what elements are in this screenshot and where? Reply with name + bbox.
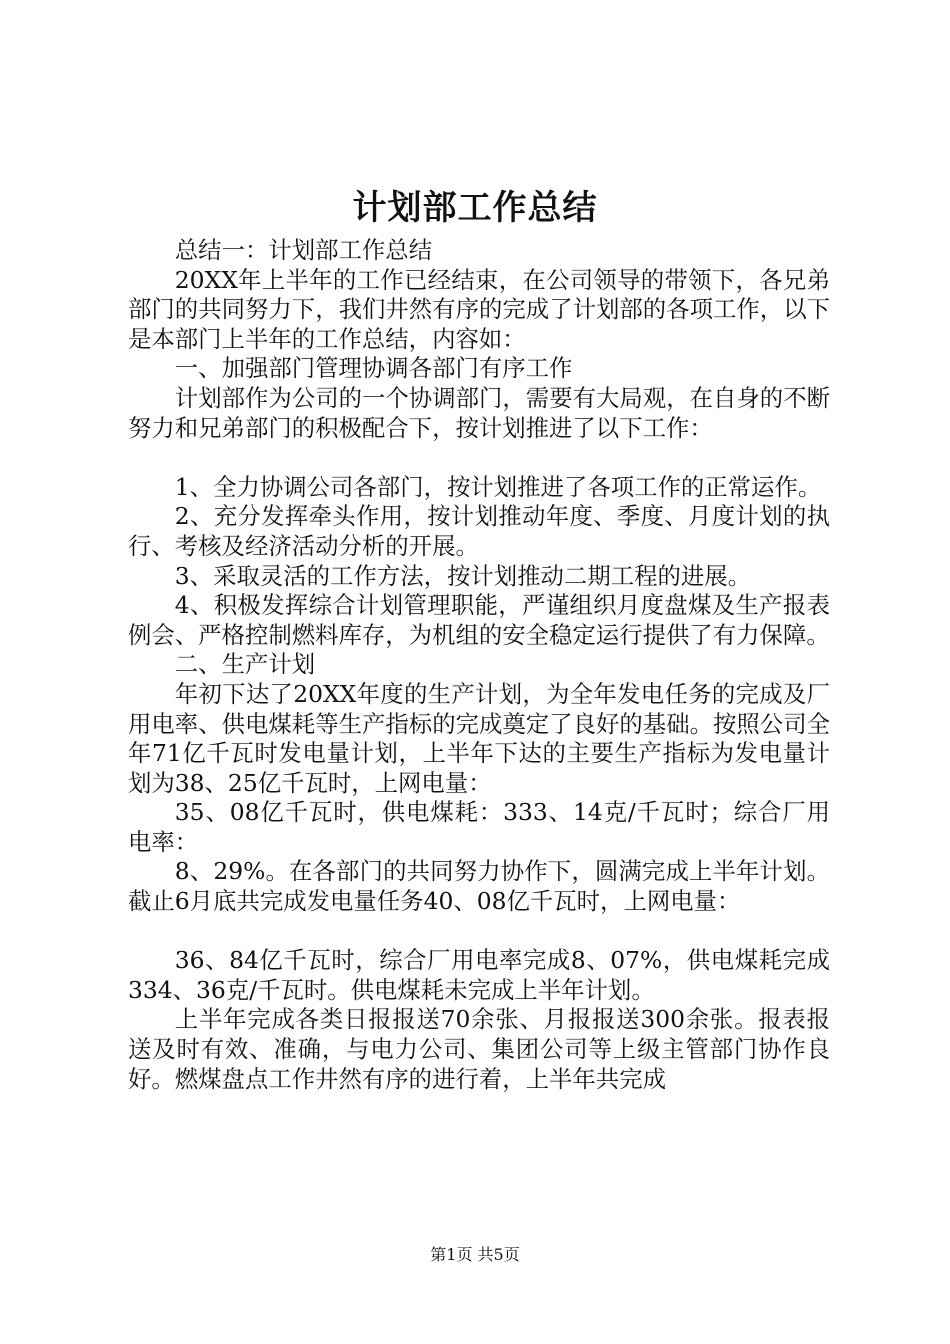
- document-body: [128, 236, 830, 1094]
- document-title: 计划部工作总结: [352, 188, 598, 228]
- paragraph-intro: 20XX年上半年的工作已经结束，在公司领导的带领下，各兄弟部门的共同努力下，我们井然有序的完成了计划部的各项工作，以下是本部门上半年的工作总结，内容如：: [128, 265, 830, 353]
- page-footer: 第1页 共5页: [430, 1245, 520, 1264]
- paragraph-production-figures-3: 36、84亿千瓦时，综合厂用电率完成8、07%，供电煤耗完成334、36克/千瓦时。供电煤耗未完成上半年计划。: [128, 946, 830, 1004]
- paragraph-production-figures-2: 8、29%。在各部门的共同努力协作下，圆满完成上半年计划。截止6月底共完成发电量任务40、08亿千瓦时，上网电量：: [128, 857, 830, 916]
- paragraph-section-1-intro: 计划部作为公司的一个协调部门，需要有大局观，在自身的不断努力和兄弟部门的积极配合下，按计划推进了以下工作：: [128, 383, 830, 442]
- paragraph-summary-heading: 总结一：计划部工作总结: [174, 236, 433, 264]
- list-item-2: 2、充分发挥牵头作用，按计划推动年度、季度、月度计划的执行、考核及经济活动分析的开展。: [128, 502, 830, 560]
- section-heading-2: 二、生产计划: [174, 650, 316, 679]
- list-item-1: 1、全力协调公司各部门，按计划推进了各项工作的正常运作。: [174, 472, 822, 501]
- paragraph-production-plan: 年初下达了20XX年度的生产计划，为全年发电任务的完成及厂用电率、供电煤耗等生产指标的完成奠定了良好的基础。按照公司全年71亿千瓦时发电量计划，上半年下达的主要生产指标为发电量计划为38、25亿千瓦时，上网电量：: [128, 679, 830, 797]
- paragraph-reports: 上半年完成各类日报报送70余张、月报报送300余张。报表报送及时有效、准确，与电力公司、集团公司等上级主管部门协作良好。燃煤盘点工作井然有序的进行着，上半年共完成: [128, 1005, 830, 1093]
- list-item-4: 4、积极发挥综合计划管理职能，严谨组织月度盘煤及生产报表例会、严格控制燃料库存，为机组的安全稳定运行提供了有力保障。: [128, 591, 830, 649]
- paragraph-production-figures-1: 35、08亿千瓦时，供电煤耗：333、14克/千瓦时；综合厂用电率：: [128, 798, 830, 856]
- list-item-3: 3、采取灵活的工作方法，按计划推动二期工程的进展。: [174, 561, 752, 590]
- section-heading-1: 一、加强部门管理协调各部门有序工作: [174, 354, 573, 383]
